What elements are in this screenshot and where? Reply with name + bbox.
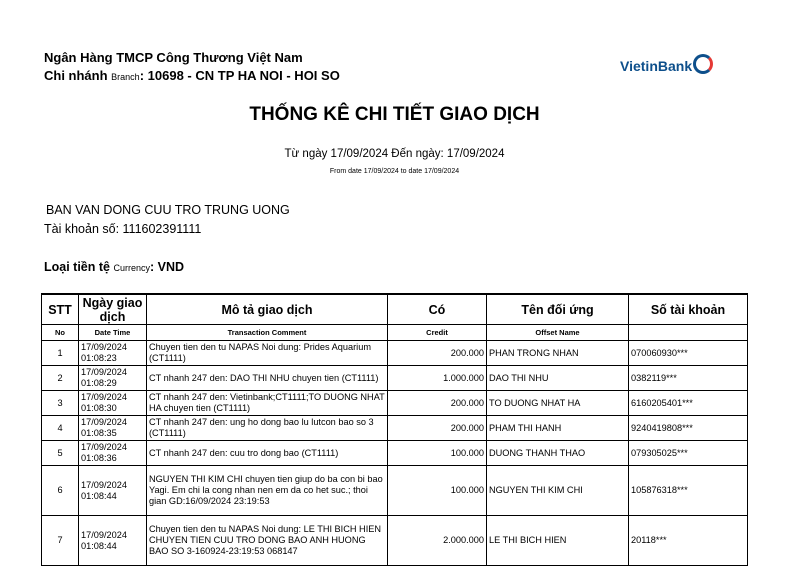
cell-time: 01:08:44 xyxy=(81,540,117,551)
currency-value: VND xyxy=(157,260,185,274)
cell-datetime xyxy=(79,466,147,516)
cell-no: 6 xyxy=(42,466,79,516)
cell-account: 6160205401*** xyxy=(629,391,748,416)
cell-date: 17/09/2024 xyxy=(81,392,127,402)
cell-account: 9240419808*** xyxy=(629,416,748,441)
col-header-en-account xyxy=(629,325,748,341)
cell-offset-name: NGUYEN THI KIM CHI xyxy=(487,466,629,516)
table-row xyxy=(42,391,748,416)
currency-line xyxy=(44,260,184,274)
cell-account: 0382119*** xyxy=(629,366,748,391)
cell-offset-name: DAO THI NHU xyxy=(487,366,629,391)
cell-time: 01:08:44 xyxy=(81,490,117,501)
cell-datetime xyxy=(79,516,147,566)
cell-account: 070060930*** xyxy=(629,341,748,366)
cell-datetime xyxy=(79,416,147,441)
cell-offset-name: PHAM THI HANH xyxy=(487,416,629,441)
col-header-en-date: Date Time xyxy=(79,325,147,341)
currency-label: Loại tiền tệ xyxy=(44,260,110,274)
cell-time: 01:08:23 xyxy=(81,353,117,363)
cell-no: 1 xyxy=(42,341,79,366)
cell-offset-name: PHAN TRONG NHAN xyxy=(487,341,629,366)
branch-label-en: Branch xyxy=(111,72,140,82)
cell-date: 17/09/2024 xyxy=(81,342,127,352)
branch-line xyxy=(44,68,340,83)
cell-date: 17/09/2024 xyxy=(81,529,127,540)
cell-desc: CT nhanh 247 den: Vietinbank;CT1111;TO DUONG NHAT HA chuyen tien (CT1111) xyxy=(147,391,388,416)
cell-time: 01:08:36 xyxy=(81,453,117,463)
col-header-desc: Mô tả giao dịch xyxy=(147,294,388,325)
cell-time: 01:08:30 xyxy=(81,403,117,413)
cell-no: 7 xyxy=(42,516,79,566)
cell-desc: CT nhanh 247 den: DAO THI NHU chuyen tien (CT1111) xyxy=(147,366,388,391)
branch-label: Chi nhánh xyxy=(44,68,108,83)
currency-label-en: Currency xyxy=(113,263,150,273)
cell-date: 17/09/2024 xyxy=(81,417,127,427)
cell-credit: 2.000.000 xyxy=(388,516,487,566)
date-range: Từ ngày 17/09/2024 Đến ngày: 17/09/2024 xyxy=(284,148,505,160)
col-header-offset-name: Tên đối ứng xyxy=(487,294,629,325)
cell-no: 2 xyxy=(42,366,79,391)
cell-credit: 200.000 xyxy=(388,341,487,366)
branch-colon: : xyxy=(139,68,148,83)
table-row xyxy=(42,466,748,516)
col-header-en-stt: No xyxy=(42,325,79,341)
col-header-account: Số tài khoản xyxy=(629,294,748,325)
cell-desc: Chuyen tien den tu NAPAS Noi dung: LE THI BICH HIEN CHUYEN TIEN CUU TRO DONG BAO ANH HUONG BAO SO 3-160924-23:19:53 068147 xyxy=(147,516,388,566)
cell-date: 17/09/2024 xyxy=(81,367,127,377)
branch-value: 10698 - CN TP HA NOI - HOI SO xyxy=(147,68,340,83)
cell-credit: 100.000 xyxy=(388,466,487,516)
cell-date: 17/09/2024 xyxy=(81,442,127,452)
date-range-en: From date 17/09/2024 to date 17/09/2024 xyxy=(329,168,460,175)
cell-no: 4 xyxy=(42,416,79,441)
cell-credit: 1.000.000 xyxy=(388,366,487,391)
account-number: Tài khoản số: 111602391111 xyxy=(44,222,202,236)
logo-text: VietinBank xyxy=(620,58,693,74)
col-header-en-credit: Credit xyxy=(388,325,487,341)
cell-no: 5 xyxy=(42,441,79,466)
cell-offset-name: LE THI BICH HIEN xyxy=(487,516,629,566)
table-row xyxy=(42,416,748,441)
cell-date: 17/09/2024 xyxy=(81,479,127,490)
header-row-en xyxy=(42,325,748,341)
col-header-stt: STT xyxy=(42,294,79,325)
cell-desc: NGUYEN THI KIM CHI chuyen tien giup do ba con bi bao Yagi. Em chi la cong nhan nen em da co het suc.; thoi gian GD:16/09/2024 23:19:53 xyxy=(147,466,388,516)
transaction-table xyxy=(41,293,748,566)
cell-time: 01:08:29 xyxy=(81,378,117,388)
col-header-credit: Có xyxy=(388,294,487,325)
cell-offset-name: DUONG THANH THAO xyxy=(487,441,629,466)
cell-desc: CT nhanh 247 den: cuu tro dong bao (CT1111) xyxy=(147,441,388,466)
table-row xyxy=(42,366,748,391)
cell-time: 01:08:35 xyxy=(81,428,117,438)
bank-name: Ngân Hàng TMCP Công Thương Việt Nam xyxy=(44,50,303,65)
cell-account: 079305025*** xyxy=(629,441,748,466)
cell-desc: CT nhanh 247 den: ung ho dong bao lu lutcon bao so 3 (CT1111) xyxy=(147,416,388,441)
cell-account: 20118*** xyxy=(629,516,748,566)
cell-desc: Chuyen tien den tu NAPAS Noi dung: Prides Aquarium (CT1111) xyxy=(147,341,388,366)
header-row xyxy=(42,294,748,325)
table-row xyxy=(42,341,748,366)
cell-datetime xyxy=(79,366,147,391)
cell-account: 105876318*** xyxy=(629,466,748,516)
cell-credit: 200.000 xyxy=(388,416,487,441)
cell-credit: 100.000 xyxy=(388,441,487,466)
account-name: BAN VAN DONG CUU TRO TRUNG UONG xyxy=(46,203,290,217)
cell-datetime xyxy=(79,441,147,466)
col-header-en-offset-name: Offset Name xyxy=(487,325,629,341)
logo-ring-icon xyxy=(693,54,713,74)
cell-credit: 200.000 xyxy=(388,391,487,416)
cell-no: 3 xyxy=(42,391,79,416)
vietinbank-logo xyxy=(620,54,713,74)
table-row xyxy=(42,441,748,466)
col-header-en-desc: Transaction Comment xyxy=(147,325,388,341)
report-title: THỐNG KÊ CHI TIẾT GIAO DỊCH xyxy=(249,104,540,125)
table-row xyxy=(42,516,748,566)
currency-colon: : xyxy=(149,260,158,274)
cell-datetime xyxy=(79,341,147,366)
col-header-date: Ngày giao dịch xyxy=(79,294,147,325)
cell-datetime xyxy=(79,391,147,416)
cell-offset-name: TO DUONG NHAT HA xyxy=(487,391,629,416)
